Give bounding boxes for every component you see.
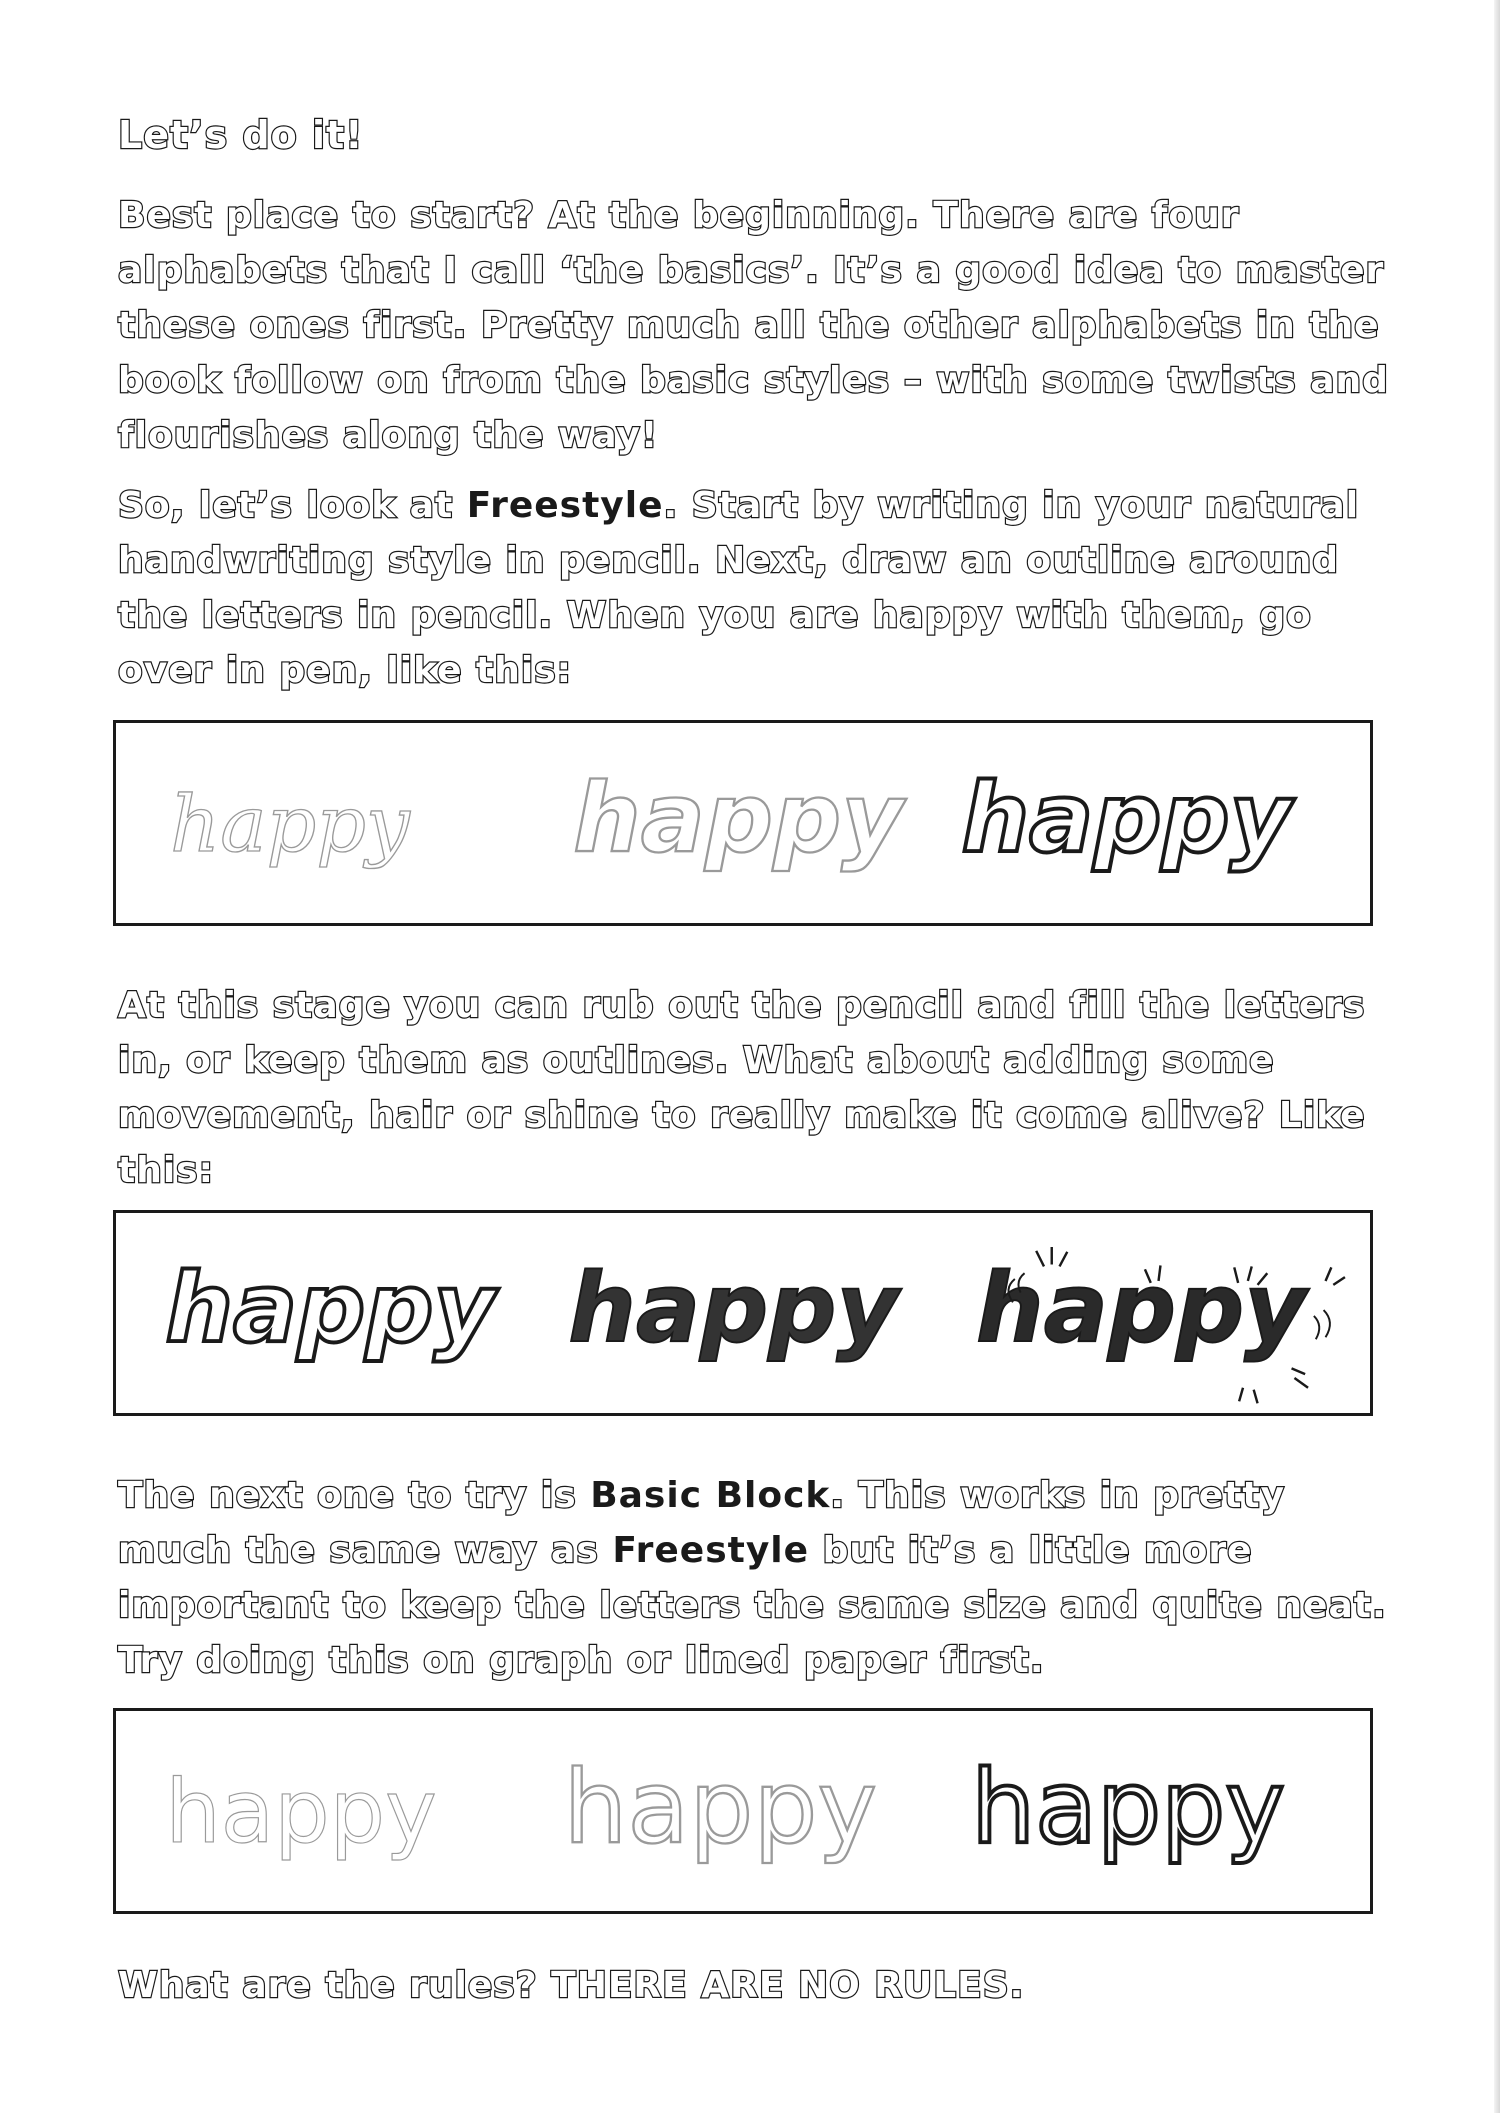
freestyle-text-b: . Start by writing in your natural handwriting style in pencil. Next, draw an outline around the letters in pencil. When you are happy with them, go over in pen, like this: — [118, 485, 1360, 691]
demo-word-outlined: happy — [165, 1254, 496, 1365]
demo-word-pen-outline: happy — [961, 764, 1292, 875]
intro-paragraph: Best place to start? At the beginning. There are four alphabets that I call ‘the basics’. It’s a good idea to master these ones first. Pretty much all the other alphabets in the book follow on from the basic styles – with some twists and flourishes along the way! — [118, 195, 1389, 456]
demo-word-pencil-outline: happy — [573, 764, 904, 875]
demo-block-word-pen-outline: happy — [971, 1748, 1285, 1867]
demo-block-word-pencil: happy — [165, 1761, 437, 1864]
freestyle-style-name: Freestyle — [466, 485, 664, 526]
freestyle-text-a: So, let’s look at — [118, 485, 467, 526]
page-edge-shadow — [1494, 0, 1500, 2113]
demo-word-filled: happy — [568, 1254, 899, 1365]
basic-block-style-name: Basic Block — [590, 1475, 831, 1516]
demo-block-steps-drawing — [116, 1711, 1370, 1911]
page-heading: Let’s do it! — [118, 113, 364, 157]
freestyle-paragraph — [118, 478, 1408, 698]
demo-word-hairy: happy — [976, 1254, 1307, 1365]
demo-word-pencil: happy — [170, 780, 410, 871]
demo-block-word-pencil-outline: happy — [563, 1748, 878, 1867]
demo-box-block-steps — [113, 1708, 1373, 1914]
basic-block-paragraph — [118, 1468, 1408, 1688]
demo-fill-styles-drawing — [116, 1213, 1370, 1413]
stage-paragraph: At this stage you can rub out the pencil and fill the letters in, or keep them as outlines. What about adding some movement, hair or shine to really make it come alive? Like this: — [118, 985, 1366, 1191]
rules-line: What are the rules? THERE ARE NO RULES. — [118, 1965, 1025, 2006]
demo-outline-steps-drawing — [116, 723, 1370, 923]
demo-box-fill-styles — [113, 1210, 1373, 1416]
demo-box-outline-steps — [113, 720, 1373, 926]
block-text-a: The next one to try is — [118, 1475, 591, 1516]
block-text-c: but it’s a little more important to keep the letters the same size and quite neat. Try doing this on graph or lined paper first. — [118, 1530, 1387, 1681]
freestyle-style-name-2: Freestyle — [612, 1530, 810, 1571]
block-text-b: . This works in pretty much the same way as — [118, 1475, 1286, 1571]
